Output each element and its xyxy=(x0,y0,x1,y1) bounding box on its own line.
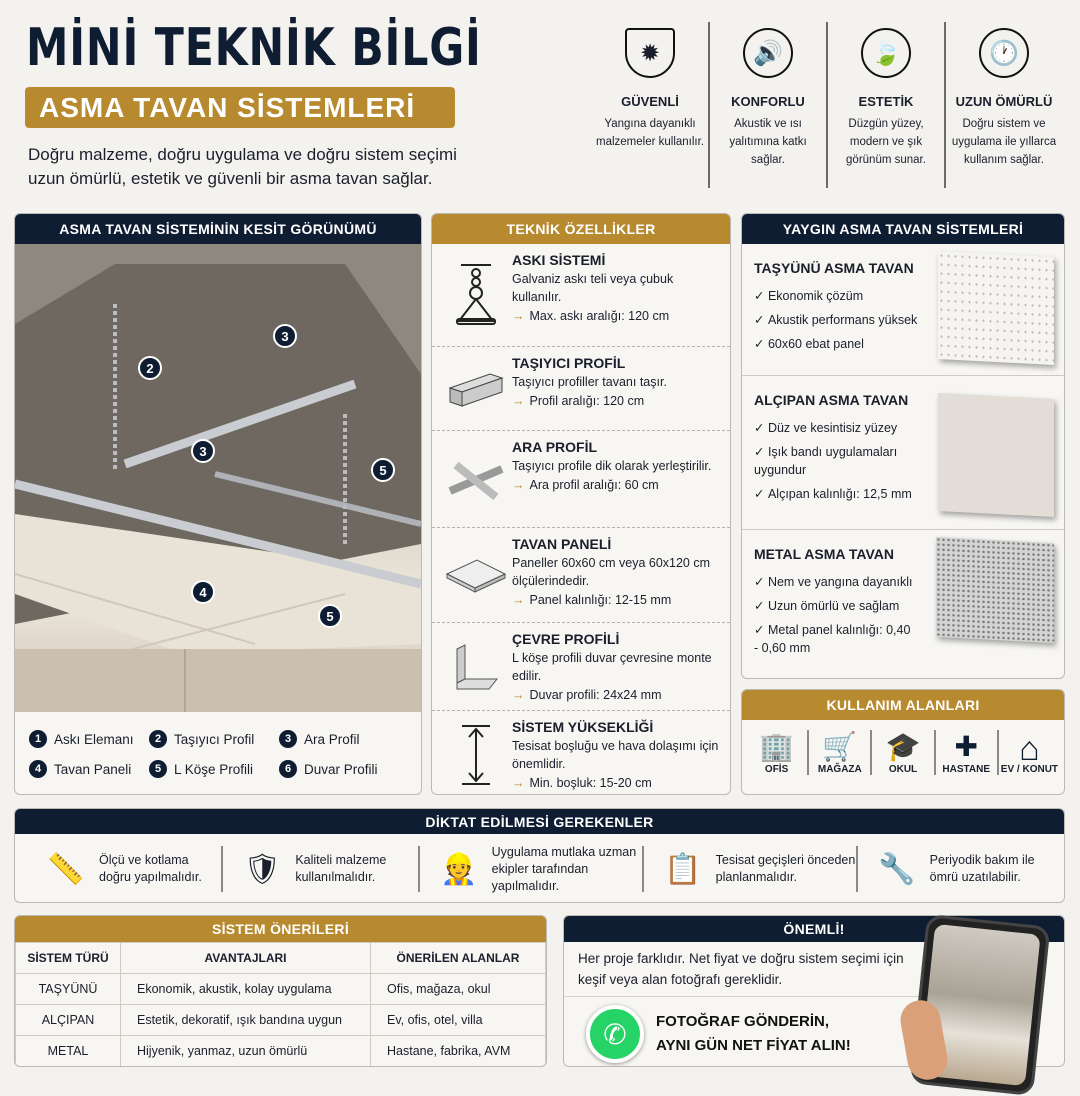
legend-item: 4 Tavan Paneli xyxy=(29,760,149,778)
feature-aesthetic xyxy=(828,22,946,188)
must-item: 🔧 Periyodik bakım ile ömrü uzatılabilir. xyxy=(858,846,1052,892)
recommendations-title: SİSTEM ÖNERİLERİ xyxy=(15,916,546,942)
l-profile-icon xyxy=(440,631,512,704)
must-item: 🛡 Kaliteli malzeme kullanılmalıdır. xyxy=(223,846,419,892)
callout-badge: 4 xyxy=(191,580,215,604)
table-row: METAL Hijyenik, yanmaz, uzun ömürlü Hastane, fabrika, AVM xyxy=(16,1036,546,1067)
usage-areas-title: KULLANIM ALANLARI xyxy=(742,690,1064,720)
table-row: ALÇIPAN Estetik, dekoratif, ışık bandına uygun Ev, ofis, otel, villa xyxy=(16,1005,546,1036)
callout-badge: 5 xyxy=(318,604,342,628)
feature-safe xyxy=(592,22,710,188)
section-view-panel xyxy=(14,213,422,795)
channel-profile-icon xyxy=(440,355,512,424)
must-item: 👷 Uygulama mutlaka uzman ekipler tarafından yapılmalıdır. xyxy=(420,846,644,892)
must-item: 📏 Ölçü ve kotlama doğru yapılmalıdır. xyxy=(27,846,223,892)
must-do-title: DİKTAT EDİLMESİ GEREKENLER xyxy=(15,809,1064,834)
usage-hospital: ✚ HASTANE xyxy=(936,730,999,775)
recommendations-panel xyxy=(14,915,547,1067)
cart-icon: 🛒 xyxy=(822,731,858,762)
metal-tile-image xyxy=(936,537,1054,643)
system-item: METAL ASMA TAVAN ✓ Nem ve yangına dayanıklı ✓ Uzun ömürlü ve sağlam ✓ Metal panel kalınlığı: 0,40 - 0,60 mm xyxy=(742,530,1064,665)
clipboard-icon: 📋 xyxy=(663,852,702,886)
spec-item: TAŞIYICI PROFİL Taşıyıcı profiller tavanı taşır. → Profil aralığı: 120 cm xyxy=(432,347,730,431)
tech-specs-title: TEKNİK ÖZELLİKLER xyxy=(432,214,730,244)
tech-specs-panel xyxy=(431,213,731,795)
whatsapp-icon[interactable]: ✆ xyxy=(586,1005,644,1063)
important-text: Her proje farklıdır. Net fiyat ve doğru sistem seçimi için keşif veya alan fotoğrafı gereklidir. xyxy=(564,942,929,997)
common-systems-title: YAYGIN ASMA TAVAN SİSTEMLERİ xyxy=(742,214,1064,244)
medical-kit-icon: ✚ xyxy=(954,731,978,762)
spec-item: ÇEVRE PROFİLİ L köşe profili duvar çevresine monte edilir. → Duvar profili: 24x24 mm xyxy=(432,623,730,711)
legend-item: 1 Askı Elemanı xyxy=(29,730,149,748)
section-legend xyxy=(15,712,421,795)
must-do-panel xyxy=(14,808,1065,903)
table-row: TAŞYÜNÜ Ekonomik, akustik, kolay uygulama Ofis, mağaza, okul xyxy=(16,974,546,1005)
legend-item: 5 L Köşe Profili xyxy=(149,760,279,778)
callout-badge: 3 xyxy=(191,439,215,463)
section-view-title: ASMA TAVAN SİSTEMİNİN KESİT GÖRÜNÜMÜ xyxy=(15,214,421,244)
usage-areas-panel xyxy=(741,689,1065,795)
feature-text: Akustik ve ısı yalıtımına katkı sağlar. xyxy=(729,118,807,166)
page-title: MİNİ TEKNİK BİLGİ xyxy=(26,18,482,78)
leaf-icon: 🍃 xyxy=(861,28,911,78)
system-item: TAŞYÜNÜ ASMA TAVAN ✓ Ekonomik çözüm ✓ Akustik performans yüksek ✓ 60x60 ebat panel xyxy=(742,244,1064,376)
feature-title: ESTETİK xyxy=(858,94,914,109)
panel-icon xyxy=(440,536,512,616)
ruler-icon: 📏 xyxy=(47,852,85,886)
callout-badge: 3 xyxy=(273,324,297,348)
must-item: 📋 Tesisat geçişleri önceden planlanmalıdır. xyxy=(644,846,858,892)
page-subtitle: ASMA TAVAN SİSTEMLERİ xyxy=(25,87,455,128)
usage-store: 🛒 MAĞAZA xyxy=(809,730,872,775)
cross-profile-icon xyxy=(440,439,512,521)
house-icon: ⌂ xyxy=(1019,730,1040,768)
feature-durable xyxy=(946,22,1062,188)
building-icon: 🏢 xyxy=(759,731,795,762)
recommendations-table: SİSTEM TÜRÜ AVANTAJLARI ÖNERİLEN ALANLAR TAŞYÜNÜ Ekonomik, akustik, kolay uygulama Ofis, mağaza, okul ALÇIPAN Estetik, dekoratif, ışık bandına uygun Ev, ofis, otel, villa METAL Hijyenik, yanmaz, uzun ömürlü Hastane, fabrika, AVM xyxy=(15,942,546,1067)
graduation-cap-icon: 🎓 xyxy=(885,731,921,762)
feature-title: UZUN ÖMÜRLÜ xyxy=(955,94,1053,109)
ceiling-cross-section-image xyxy=(15,244,421,712)
usage-home: ⌂ EV / KONUT xyxy=(1000,730,1059,775)
callout-badge: 5 xyxy=(371,458,395,482)
feature-text: Doğru sistem ve uygulama ile yıllarca kullanım sağlar. xyxy=(951,118,1057,166)
shield-icon: ✹ xyxy=(625,28,675,78)
feature-title: KONFORLU xyxy=(731,94,805,109)
spec-item: SİSTEM YÜKSEKLİĞİ Tesisat boşluğu ve hava dolaşımı için önemlidir. → Min. boşluk: 15-20 cm xyxy=(432,711,730,795)
feature-text: Düzgün yüzey, modern ve şık görünüm sunar. xyxy=(846,118,926,166)
spec-item: ARA PROFİL Taşıyıcı profile dik olarak yerleştirilir. → Ara profil aralığı: 60 cm xyxy=(432,431,730,528)
feature-comfort xyxy=(710,22,828,188)
intro-text: Doğru malzeme, doğru uygulama ve doğru sistem seçimi uzun ömürlü, estetik ve güvenli bir asma tavan sağlar. xyxy=(28,145,457,188)
usage-school: 🎓 OKUL xyxy=(872,730,935,775)
clock-icon: 🕐 xyxy=(979,28,1029,78)
feature-strip xyxy=(592,22,1062,188)
height-arrow-icon xyxy=(440,719,512,790)
wrench-icon: 🔧 xyxy=(877,852,916,886)
system-item: ALÇIPAN ASMA TAVAN ✓ Düz ve kesintisiz yüzey ✓ Işık bandı uygulamaları uygundur ✓ Alçıpan kalınlığı: 12,5 mm xyxy=(742,376,1064,530)
speaker-icon: 🔊 xyxy=(743,28,793,78)
legend-item: 3 Ara Profil xyxy=(279,730,399,748)
legend-item: 2 Taşıyıcı Profil xyxy=(149,730,279,748)
hanger-icon xyxy=(440,252,512,340)
spec-item: TAVAN PANELİ Paneller 60x60 cm veya 60x120 cm ölçülerindedir. → Panel kalınlığı: 12-15 mm xyxy=(432,528,730,623)
feature-text: Yangına dayanıklı malzemeler kullanılır. xyxy=(596,118,705,148)
shield-bolt-icon: 🛡 xyxy=(243,852,282,886)
common-systems-panel xyxy=(741,213,1065,679)
callout-badge: 2 xyxy=(138,356,162,380)
cta-line-1: FOTOĞRAF GÖNDERİN, xyxy=(656,1013,830,1030)
feature-title: GÜVENLİ xyxy=(621,94,679,109)
spec-item: ASKI SİSTEMİ Galvaniz askı teli veya çubuk kullanılır. → Max. askı aralığı: 120 cm xyxy=(432,244,730,347)
gypsum-tile-image xyxy=(938,393,1054,517)
legend-item: 6 Duvar Profili xyxy=(279,760,399,778)
cta-line-2: AYNI GÜN NET FİYAT ALIN! xyxy=(656,1037,851,1054)
stonewool-tile-image xyxy=(938,251,1054,365)
usage-office: 🏢 OFİS xyxy=(746,730,809,775)
important-title: ÖNEMLİ! xyxy=(564,916,1064,942)
worker-icon: 👷 xyxy=(439,852,478,886)
